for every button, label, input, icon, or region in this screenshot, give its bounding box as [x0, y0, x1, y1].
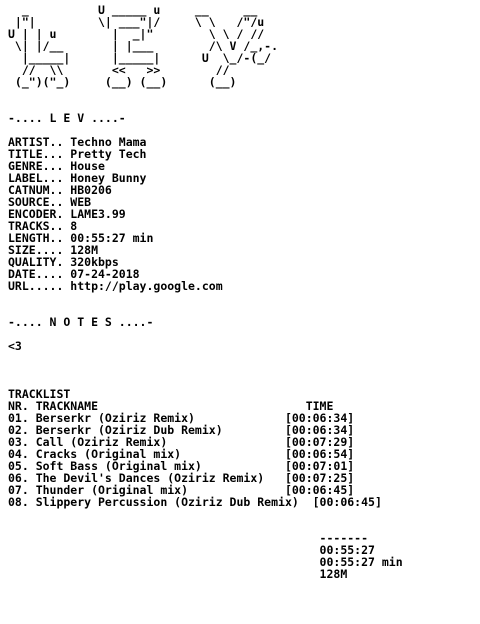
nfo-line: ------- [8, 531, 369, 545]
nfo-line: 01. Berserkr (Oziriz Remix) [00:06:34] [8, 411, 355, 425]
nfo-line: _ U _____ u __ __ [8, 3, 279, 17]
nfo-line: U | | u | _|" \ \ / // [8, 27, 285, 41]
nfo-line [8, 88, 403, 100]
nfo-line: 06. The Devil's Dances (Oziriz Remix) [00:07:25] [8, 471, 355, 485]
nfo-line [8, 352, 403, 364]
nfo-line: |_____| |_____| U \_/-(_/ [8, 51, 285, 65]
nfo-line: 04. Cracks (Original mix) [00:06:54] [8, 447, 355, 461]
nfo-line: \| |/__ | |___ /\ V /_,-. [8, 39, 285, 53]
nfo-line [8, 328, 403, 340]
nfo-text-document [8, 4, 403, 580]
nfo-line: 03. Call (Oziriz Remix) [00:07:29] [8, 435, 355, 449]
nfo-line: // \\ << >> // [8, 63, 279, 77]
nfo-line: 128M [8, 567, 348, 581]
nfo-line: 08. Slippery Percussion (Oziriz Dub Remix) [00:06:45] [8, 495, 382, 509]
nfo-line: GENRE... House [8, 159, 105, 173]
nfo-line: 07. Thunder (Original mix) [00:06:45] [8, 483, 355, 497]
nfo-line: LABEL... Honey Bunny [8, 171, 147, 185]
nfo-line [8, 364, 403, 376]
nfo-line: CATNUM.. HB0206 [8, 183, 112, 197]
nfo-line [8, 508, 403, 520]
nfo-line: URL..... http://play.google.com [8, 279, 223, 293]
nfo-line: 00:55:27 min [8, 555, 403, 569]
nfo-line: 00:55:27 [8, 543, 375, 557]
nfo-line: QUALITY. 320kbps [8, 255, 119, 269]
nfo-line: LENGTH.. 00:55:27 min [8, 231, 154, 245]
nfo-line: TITLE... Pretty Tech [8, 147, 147, 161]
nfo-line: 02. Berserkr (Oziriz Dub Remix) [00:06:34] [8, 423, 355, 437]
nfo-line: <3 [8, 339, 22, 353]
nfo-line: ENCODER. LAME3.99 [8, 207, 126, 221]
nfo-line: -.... N O T E S ....- [8, 315, 154, 329]
nfo-line: ARTIST.. Techno Mama [8, 135, 147, 149]
nfo-line: TRACKLIST [8, 387, 71, 401]
nfo-line: -.... L E V ....- [8, 111, 126, 125]
nfo-line: |"| \| ___"|/ \ \ /"/u [8, 15, 279, 29]
nfo-line: NR. TRACKNAME TIME [8, 399, 334, 413]
nfo-line: TRACKS.. 8 [8, 219, 78, 233]
nfo-line: (_")("_) (__) (__) (__) [8, 75, 279, 89]
nfo-line [8, 292, 403, 304]
nfo-line: DATE.... 07-24-2018 [8, 267, 140, 281]
nfo-line: 05. Soft Bass (Original mix) [00:07:01] [8, 459, 355, 473]
nfo-line: SIZE.... 128M [8, 243, 99, 257]
nfo-line: SOURCE.. WEB [8, 195, 92, 209]
